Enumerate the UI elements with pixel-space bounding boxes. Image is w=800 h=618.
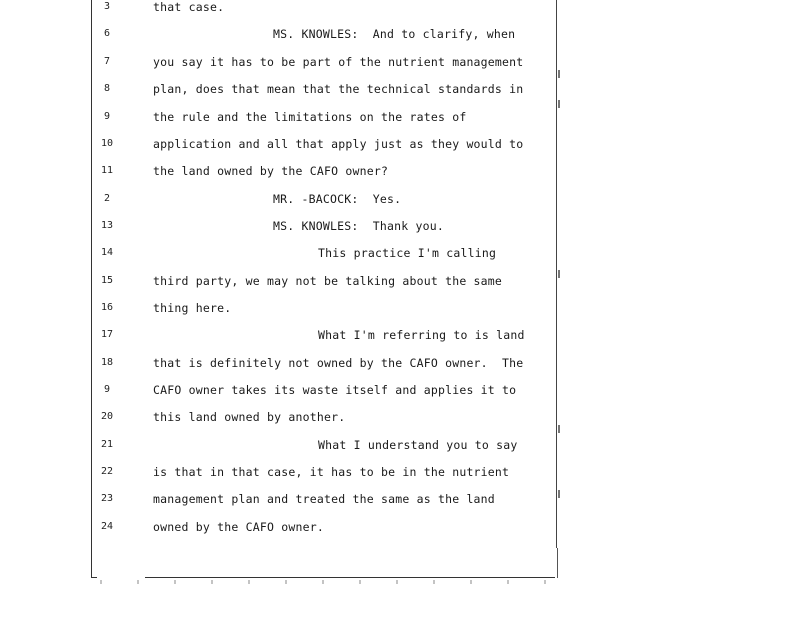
transcript-line: MR. -BACOCK: Yes. bbox=[273, 192, 402, 206]
bottom-rule-left bbox=[91, 577, 97, 578]
transcript-line: owned by the CAFO owner. bbox=[153, 520, 324, 534]
line-number: 2 bbox=[103, 193, 111, 204]
line-number: 23 bbox=[100, 493, 114, 504]
bottom-rule bbox=[145, 577, 555, 578]
line-number: 13 bbox=[100, 220, 114, 231]
transcript-line: What I'm referring to is land bbox=[318, 328, 525, 342]
line-number: 7 bbox=[103, 56, 111, 67]
transcript-line: that is definitely not owned by the CAFO owner. The bbox=[153, 356, 524, 370]
line-number: 11 bbox=[100, 165, 114, 176]
scan-tick bbox=[558, 100, 560, 108]
scan-tick bbox=[558, 270, 560, 278]
transcript-line: this land owned by another. bbox=[153, 410, 346, 424]
transcript-line: MS. KNOWLES: And to clarify, when bbox=[273, 27, 516, 41]
transcript-line: What I understand you to say bbox=[318, 438, 518, 452]
transcript-line: the land owned by the CAFO owner? bbox=[153, 164, 389, 178]
transcript-line: plan, does that mean that the technical standards in bbox=[153, 82, 524, 96]
transcript-line: thing here. bbox=[153, 301, 232, 315]
line-number: 9 bbox=[103, 384, 111, 395]
scan-tick bbox=[558, 70, 560, 78]
transcript-line: CAFO owner takes its waste itself and applies it to bbox=[153, 383, 517, 397]
line-number: 21 bbox=[100, 439, 114, 450]
transcript-line: third party, we may not be talking about the same bbox=[153, 274, 503, 288]
right-margin-rule-lower bbox=[557, 548, 558, 578]
scan-tick bbox=[558, 490, 560, 498]
line-number: 15 bbox=[100, 275, 114, 286]
line-number: 17 bbox=[100, 329, 114, 340]
transcript-line: is that in that case, it has to be in the nutrient bbox=[153, 465, 510, 479]
transcript-line: management plan and treated the same as the land bbox=[153, 492, 495, 506]
line-number: 8 bbox=[103, 83, 111, 94]
right-margin-rule bbox=[556, 0, 557, 548]
line-number: 6 bbox=[103, 28, 111, 39]
line-number: 9 bbox=[103, 111, 111, 122]
line-number: 3 bbox=[103, 1, 111, 12]
line-number: 14 bbox=[100, 247, 114, 258]
line-number: 22 bbox=[100, 466, 114, 477]
transcript-line: application and all that apply just as they would to bbox=[153, 137, 524, 151]
line-number: 24 bbox=[100, 521, 114, 532]
transcript-line: This practice I'm calling bbox=[318, 246, 497, 260]
line-number: 16 bbox=[100, 302, 114, 313]
line-number: 10 bbox=[100, 138, 114, 149]
scan-artifact bbox=[100, 580, 550, 584]
scan-tick bbox=[558, 425, 560, 433]
line-number: 20 bbox=[100, 411, 114, 422]
transcript-line: the rule and the limitations on the rates of bbox=[153, 110, 467, 124]
transcript-line: you say it has to be part of the nutrient management bbox=[153, 55, 524, 69]
transcript-line: MS. KNOWLES: Thank you. bbox=[273, 219, 444, 233]
transcript-line: that case. bbox=[153, 0, 225, 14]
left-margin-rule bbox=[91, 0, 92, 578]
line-number: 18 bbox=[100, 357, 114, 368]
